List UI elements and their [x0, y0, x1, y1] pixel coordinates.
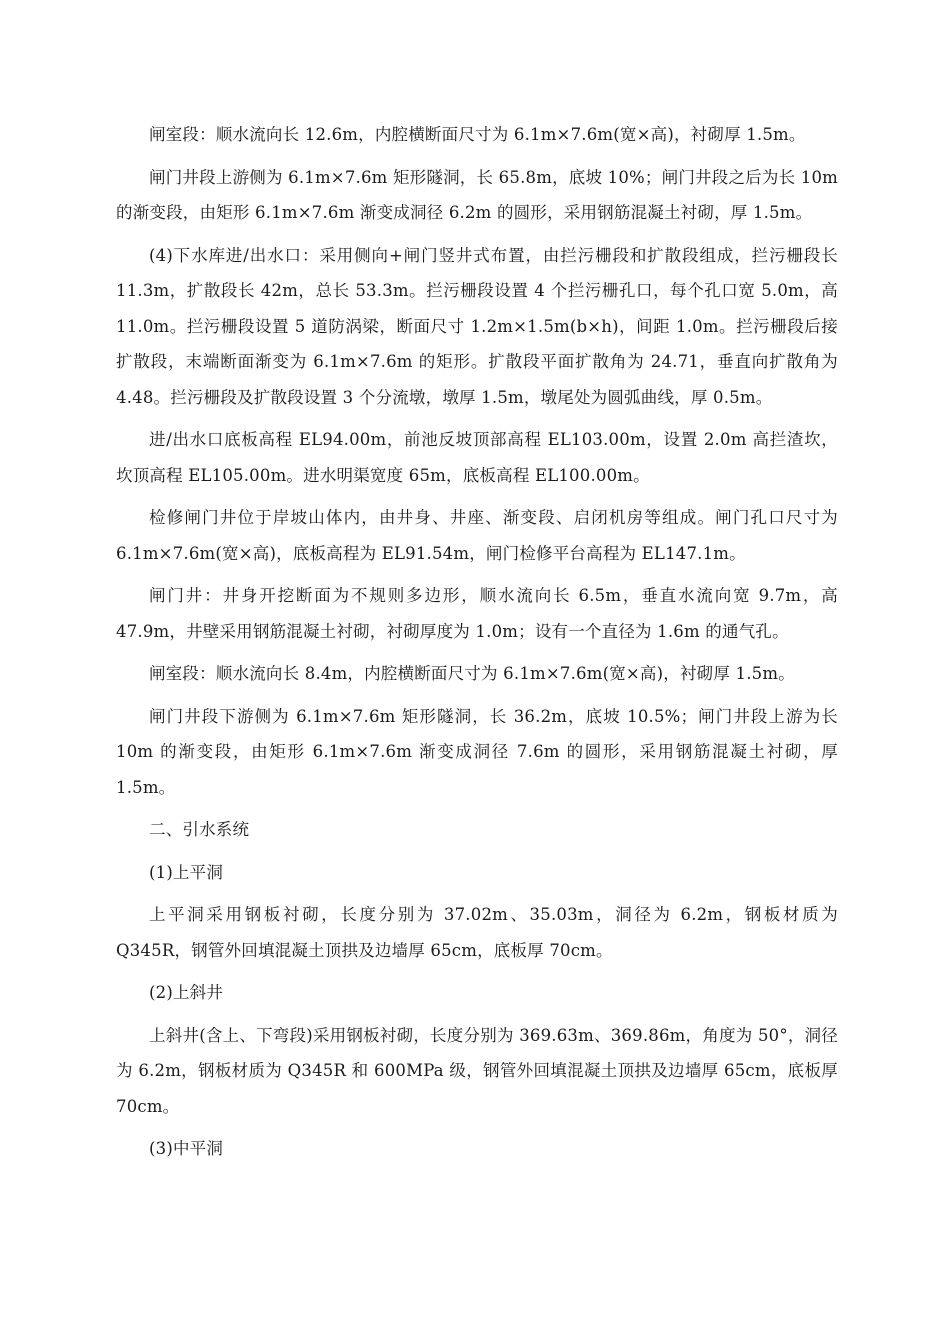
section-heading-water-diversion: 二、引水系统	[149, 820, 250, 839]
paragraph-lower-reservoir-intake: (4)下水库进/出水口：采用侧向+闸门竖井式布置，由拦污栅段和扩散段组成，拦污栅段长 11.3m，扩散段长 42m，总长 53.3m。拦污栅段设置 4 个拦污栅孔口，每个孔口宽 5.0m，高 11.0m。拦污栅段设置 5 道防涡梁，断面尺寸 1.2m×1.5m(b×h)，间距 1.0m。拦污栅段后接扩散段，末端断面渐变为 6.1m×7.6m 的矩形。扩散段平面扩散角为 24.71，垂直向扩散角为 4.48。拦污栅段及扩散段设置 3 个分流墩，墩厚 1.5m，墩尾处为圆弧曲线，厚 0.5m。	[116, 245, 838, 407]
paragraph-gate-chamber-lower: 闸室段：顺水流向长 8.4m，内腔横断面尺寸为 6.1m×7.6m(宽×高)，衬砌厚 1.5m。	[149, 664, 795, 683]
paragraph-maintenance-gate-shaft: 检修闸门井位于岸坡山体内，由井身、井座、渐变段、启闭机房等组成。闸门孔口尺寸为 6.1m×7.6m(宽×高)，底板高程为 EL91.54m，闸门检修平台高程为 EL147.1m。	[116, 508, 838, 563]
paragraph-gate-shaft-upstream-tunnel: 闸门井段上游侧为 6.1m×7.6m 矩形隧洞，长 65.8m，底坡 10%；闸门井段之后为长 10m 的渐变段，由矩形 6.1m×7.6m 渐变成洞径 6.2m 的圆形，采用钢筋混凝土衬砌，厚 1.5m。	[116, 167, 838, 222]
paragraph-gate-chamber-upper: 闸室段：顺水流向长 12.6m，内腔横断面尺寸为 6.1m×7.6m(宽×高)，衬砌厚 1.5m。	[149, 125, 806, 144]
document-body	[116, 117, 838, 1174]
subheading-upper-tunnel: (1)上平洞	[149, 862, 224, 882]
paragraph-upper-inclined-shaft: 上斜井(含上、下弯段)采用钢板衬砌，长度分别为 369.63m、369.86m，角度为 50°，洞径为 6.2m，钢板材质为 Q345R 和 600MPa 级，钢管外回填混凝土顶拱及边墙厚 65cm，底板厚 70cm。	[116, 1025, 838, 1116]
paragraph-upper-tunnel: 上平洞采用钢板衬砌，长度分别为 37.02m、35.03m，洞径为 6.2m，钢板材质为 Q345R，钢管外回填混凝土顶拱及边墙厚 65cm，底板厚 70cm。	[116, 905, 838, 960]
subheading-middle-tunnel: (3)中平洞	[149, 1139, 224, 1158]
paragraph-gate-shaft-body: 闸门井：井身开挖断面为不规则多边形，顺水流向长 6.5m，垂直水流向宽 9.7m，高 47.9m，井壁采用钢筋混凝土衬砌，衬砌厚度为 1.0m；设有一个直径为 1.6m 的通气孔。	[116, 586, 838, 641]
subheading-upper-inclined-shaft: (2)上斜井	[149, 983, 224, 1002]
paragraph-gate-shaft-downstream-tunnel: 闸门井段下游侧为 6.1m×7.6m 矩形隧洞，长 36.2m，底坡 10.5%；闸门井段上游为长 10m 的渐变段，由矩形 6.1m×7.6m 渐变成洞径 7.6m 的圆形，采用钢筋混凝土衬砌，厚 1.5m。	[116, 706, 838, 797]
paragraph-intake-elevations: 进/出水口底板高程 EL94.00m，前池反坡顶部高程 EL103.00m，设置 2.0m 高拦渣坎，坎顶高程 EL105.00m。进水明渠宽度 65m，底板高程 EL100.00m。	[116, 430, 838, 485]
